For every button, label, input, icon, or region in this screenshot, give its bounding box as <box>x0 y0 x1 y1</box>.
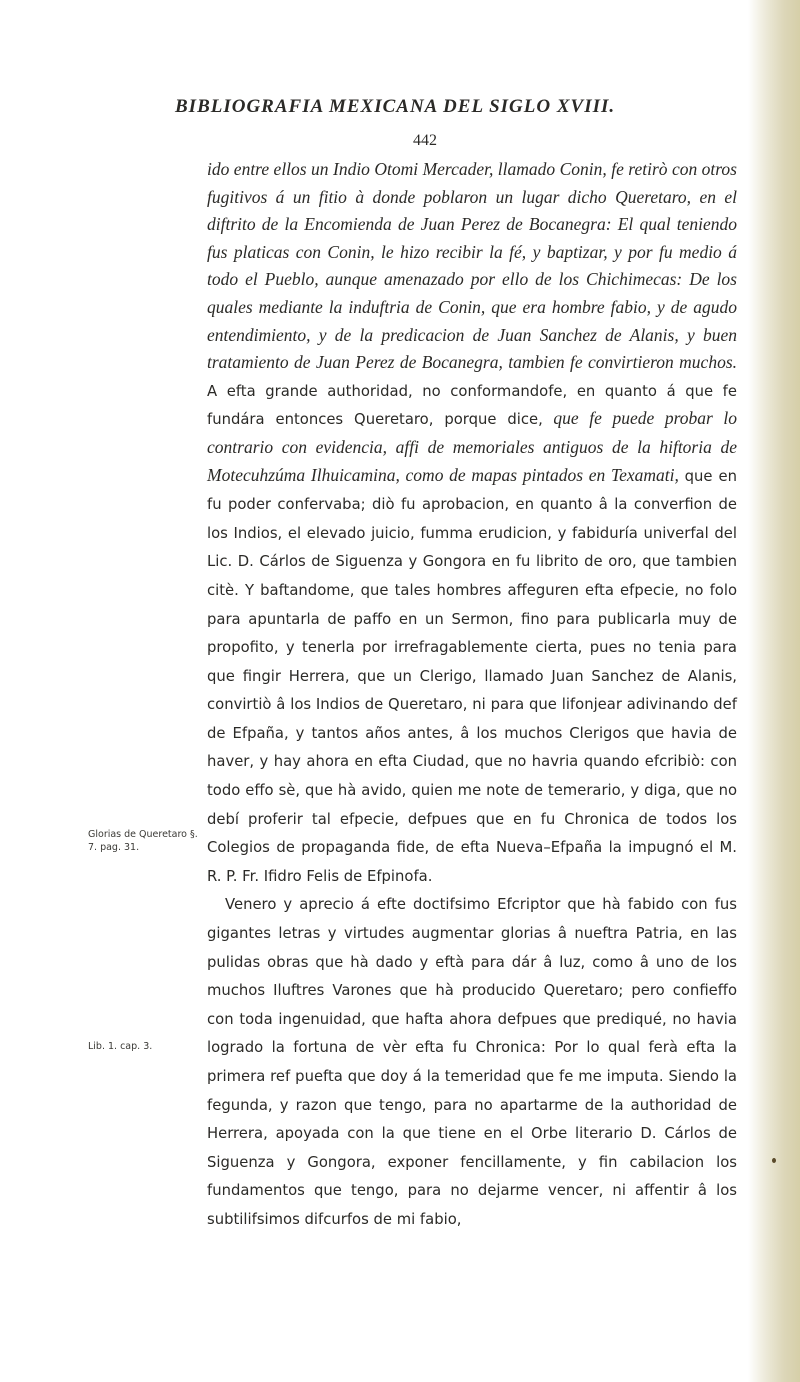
paragraph-2: Venero y aprecio á efte doctifsimo Efcriptor que hà fabido con fus gigantes letras y virtudes augmentar glorias â nueftra Patria, en las pulidas obras que hà dado y eftà para dár â luz, como â uno de los muchos Iluftres Varones que hà producido Queretaro; pero confieffo con toda ingenuidad, que hafta ahora defpues que prediqué, no havia logrado la fortuna de vèr efta fu Chronica: Por lo qual ferà efta la primera ref puefta que doy á la temeridad que fe me imputa. Siendo la fegunda, y razon que tengo, para no apartarme de la authoridad de Herrera, apoyada con la que tiene en el Orbe literario D. Cárlos de Siguenza y Gongora, exponer fencillamente, y fin cabilacion los fundamentos que tengo, para no dejarme vencer, ni affentir â los subtilifsimos difcurfos de mi fabio, <box>207 896 737 1228</box>
paper-speck <box>772 1158 776 1163</box>
italic-passage: ido entre ellos un Indio Otomi Mercader, llamado Conin, fe retirò con otros fugitivos á un fitio à donde poblaron un lugar dicho Queretaro, en el diftrito de la Encomienda de Juan Perez de Bocanegra: El qual teniendo fus platicas con Conin, le hizo recibir la fé, y baptizar, y por fu medio á todo el Pueblo, aunque amenazado por ello de los Chichimecas: De los quales mediante la induftria de Conin, que era hombre fabio, y de agudo entendimiento, y de la predicacion de Juan Sanchez de Alanis, y buen tratamiento de Juan Perez de Bocanegra, tambien fe convirtieron muchos. <box>207 159 737 373</box>
margin-note-glorias: Glorias de Queretaro §. 7. pag. 31. <box>88 829 198 853</box>
running-title: BIBLIOGRAFIA MEXICANA DEL SIGLO XVIII. <box>175 96 616 117</box>
margin-note-lib: Lib. 1. cap. 3. <box>88 1041 153 1052</box>
body-text <box>207 156 737 1234</box>
page-number: 442 <box>413 132 437 149</box>
paragraph-1-part-a: A efta grande authoridad, no conformandofe, en quanto á que fe fundára entonces Queretaro, porque dice, <box>207 382 737 429</box>
paragraph-1-italic-quote: que fe puede probar lo contrario con evidencia, affi de memoriales antiguos de la hiftoria de Motecuhzúma Ilhuicamina, como de mapas pintados en Texamati, <box>207 408 737 485</box>
paragraph-1-part-b: que en fu poder confervaba; diò fu aprobacion, en quanto â la converfion de los Indios, el elevado juicio, fumma erudicion, y fabiduría univerfal del Lic. D. Cárlos de Siguenza y Gongora en fu librito de oro, que tambien citè. Y baftandome, que tales hombres affeguren efta efpecie, no folo para apuntarla de paffo en un Sermon, fino para publicarla muy de propofito, y tenerla por irrefragablemente cierta, pues no tenia para que fingir Herrera, que un Clerigo, llamado Juan Sanchez de Alanis, convirtiò â los Indios de Queretaro, ni para que lifonjear adivinando def de Efpaña, y tantos años antes, â los muchos Clerigos que havia de haver, y hay ahora en efta Ciudad, que no havria quando efcribiò: con todo effo sè, que hà avido, quien me note de temerario, y diga, que no debí proferir tal efpecie, defpues que en fu Chronica de todos los Colegios de propaganda fide, de efta Nueva–Efpaña la impugnó el M. R. P. Fr. Ifidro Felis de Efpinofa. <box>207 467 738 885</box>
page-edge-shading <box>748 0 800 1382</box>
